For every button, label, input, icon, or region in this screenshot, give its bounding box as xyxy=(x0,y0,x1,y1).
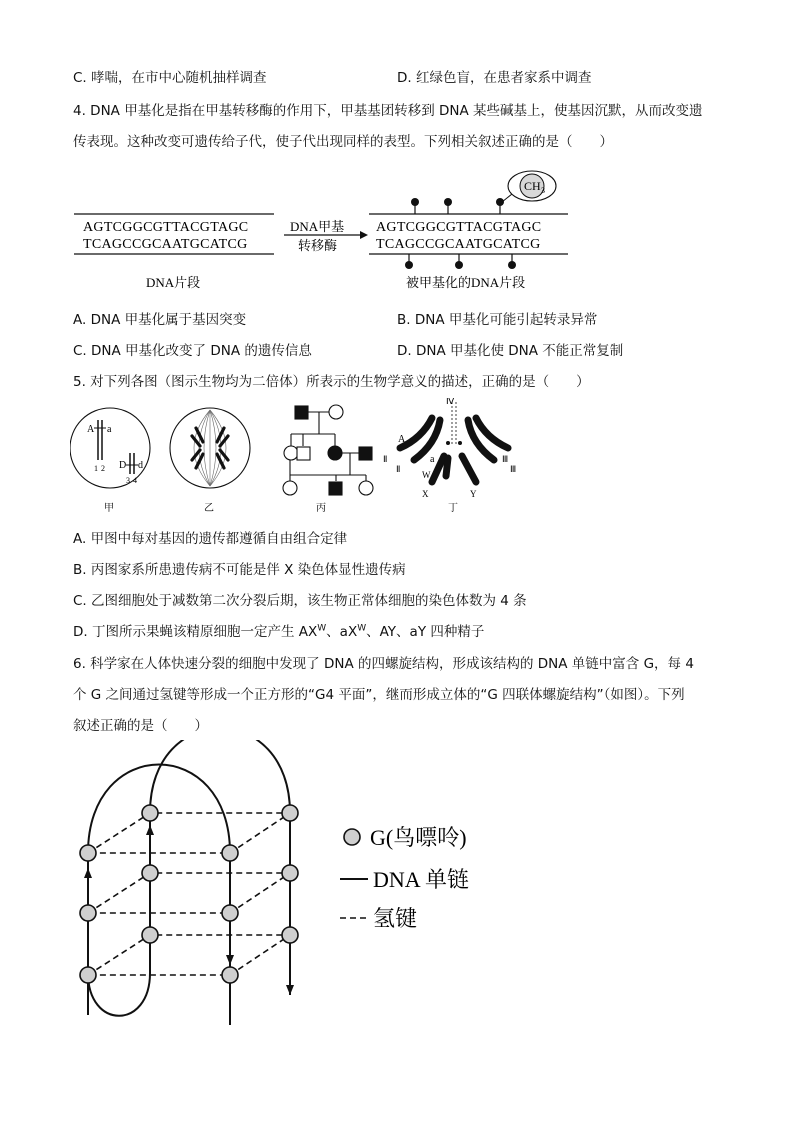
svg-text:Ⅲ: Ⅲ xyxy=(510,464,517,474)
g-quadruplex-figure xyxy=(70,740,470,1025)
q4-option-c: C. DNA 甲基化改变了 DNA 的遗传信息 xyxy=(73,343,312,359)
svg-text:Ⅱ: Ⅱ xyxy=(383,454,388,464)
methyl-marks-bottom xyxy=(405,254,516,269)
q6-stem-line3: 叙述正确的是（ ） xyxy=(73,718,208,734)
svg-text:d: d xyxy=(138,460,143,471)
svg-text:2: 2 xyxy=(101,464,105,473)
q5-figures xyxy=(70,398,530,516)
q4-stem-line2: 传表现。这种改变可遗传给子代，使子代出现同样的表型。下列相关叙述正确的是（ ） xyxy=(73,134,613,150)
svg-text:A: A xyxy=(398,434,406,445)
q6-stem-line2: 个 G 之间通过氢键等形成一个正方形的“G4 平面”，继而形成立体的“G 四联体螺旋结构”（如图）。下列 xyxy=(73,687,685,703)
q3-option-d: D. 红绿色盲，在患者家系中调查 xyxy=(397,70,592,86)
q5-option-c: C. 乙图细胞处于减数第二次分裂后期，该生物正常体细胞的染色体数为 4 条 xyxy=(73,593,527,609)
enzyme-label-1: DNA甲基 xyxy=(290,219,345,234)
q4-option-d: D. DNA 甲基化使 DNA 不能正常复制 xyxy=(397,343,624,359)
q5-option-d: D. 丁图所示果蝇该精原细胞一定产生 $AX^W$、$aX^W$、AY、aY 四种精子 xyxy=(73,623,485,640)
q5-option-b: B. 丙图家系所患遗传病不可能是伴 X 染色体显性遗传病 xyxy=(73,562,406,578)
svg-text:甲: 甲 xyxy=(104,503,114,514)
legend xyxy=(340,825,469,931)
q4-stem-line1: 4. DNA 甲基化是指在甲基转移酶的作用下，甲基基团转移到 DNA 某些碱基上，使基因沉默，从而改变遗 xyxy=(73,103,703,119)
svg-text:Ⅳ: Ⅳ xyxy=(446,398,455,406)
dna-seq-top-right: AGTCGGCGTTACGTAGC xyxy=(376,220,542,235)
caption-dna-fragment: DNA片段 xyxy=(146,275,201,290)
methyl-callout xyxy=(502,171,556,202)
legend-g: G(鸟嘌呤) xyxy=(370,825,467,850)
svg-text:W: W xyxy=(422,470,431,480)
svg-text:4: 4 xyxy=(133,476,137,485)
svg-text:1: 1 xyxy=(94,464,98,473)
q4-option-b: B. DNA 甲基化可能引起转录异常 xyxy=(397,312,598,328)
dna-seq-bottom-left: TCAGCCGCAATGCATCG xyxy=(83,237,248,252)
q6-stem-line1: 6. 科学家在人体快速分裂的细胞中发现了 DNA 的四螺旋结构，形成该结构的 DNA 单链中富含 G，每 4 xyxy=(73,656,694,672)
figure-ding-chromosomes xyxy=(383,398,516,514)
svg-text:乙: 乙 xyxy=(204,503,214,514)
dna-methylation-figure xyxy=(60,168,580,298)
legend-h: 氢键 xyxy=(373,906,418,931)
svg-text:X: X xyxy=(422,489,429,499)
svg-text:a: a xyxy=(107,424,112,435)
svg-text:Ⅱ: Ⅱ xyxy=(396,464,401,474)
svg-text:Y: Y xyxy=(470,489,477,499)
figure-yi xyxy=(170,408,250,514)
enzyme-label-2: 转移酶 xyxy=(298,238,338,253)
svg-text:丙: 丙 xyxy=(316,503,326,514)
svg-text:3: 3 xyxy=(541,186,545,195)
svg-text:a: a xyxy=(430,454,435,465)
svg-text:Ⅲ: Ⅲ xyxy=(502,454,509,464)
svg-text:3: 3 xyxy=(126,476,130,485)
dna-seq-bottom-right: TCAGCCGCAATGCATCG xyxy=(376,237,541,252)
svg-text:A: A xyxy=(87,424,95,435)
dna-seq-top-left: AGTCGGCGTTACGTAGC xyxy=(83,220,249,235)
q3-option-c: C. 哮喘，在市中心随机抽样调查 xyxy=(73,70,267,86)
q5-stem: 5. 对下列各图（图示生物均为二倍体）所表示的生物学意义的描述，正确的是（ ） xyxy=(73,374,590,390)
methyl-marks-top xyxy=(411,198,504,214)
figure-jia xyxy=(70,408,150,514)
legend-dna: DNA 单链 xyxy=(373,867,469,892)
svg-text:CH: CH xyxy=(524,179,541,193)
q4-option-a: A. DNA 甲基化属于基因突变 xyxy=(73,312,247,328)
svg-text:D: D xyxy=(119,460,127,471)
figure-bing-pedigree xyxy=(283,405,373,495)
q5-option-a: A. 甲图中每对基因的遗传都遵循自由组合定律 xyxy=(73,531,348,547)
caption-methylated-fragment: 被甲基化的DNA片段 xyxy=(406,275,526,290)
svg-text:丁: 丁 xyxy=(448,503,458,514)
